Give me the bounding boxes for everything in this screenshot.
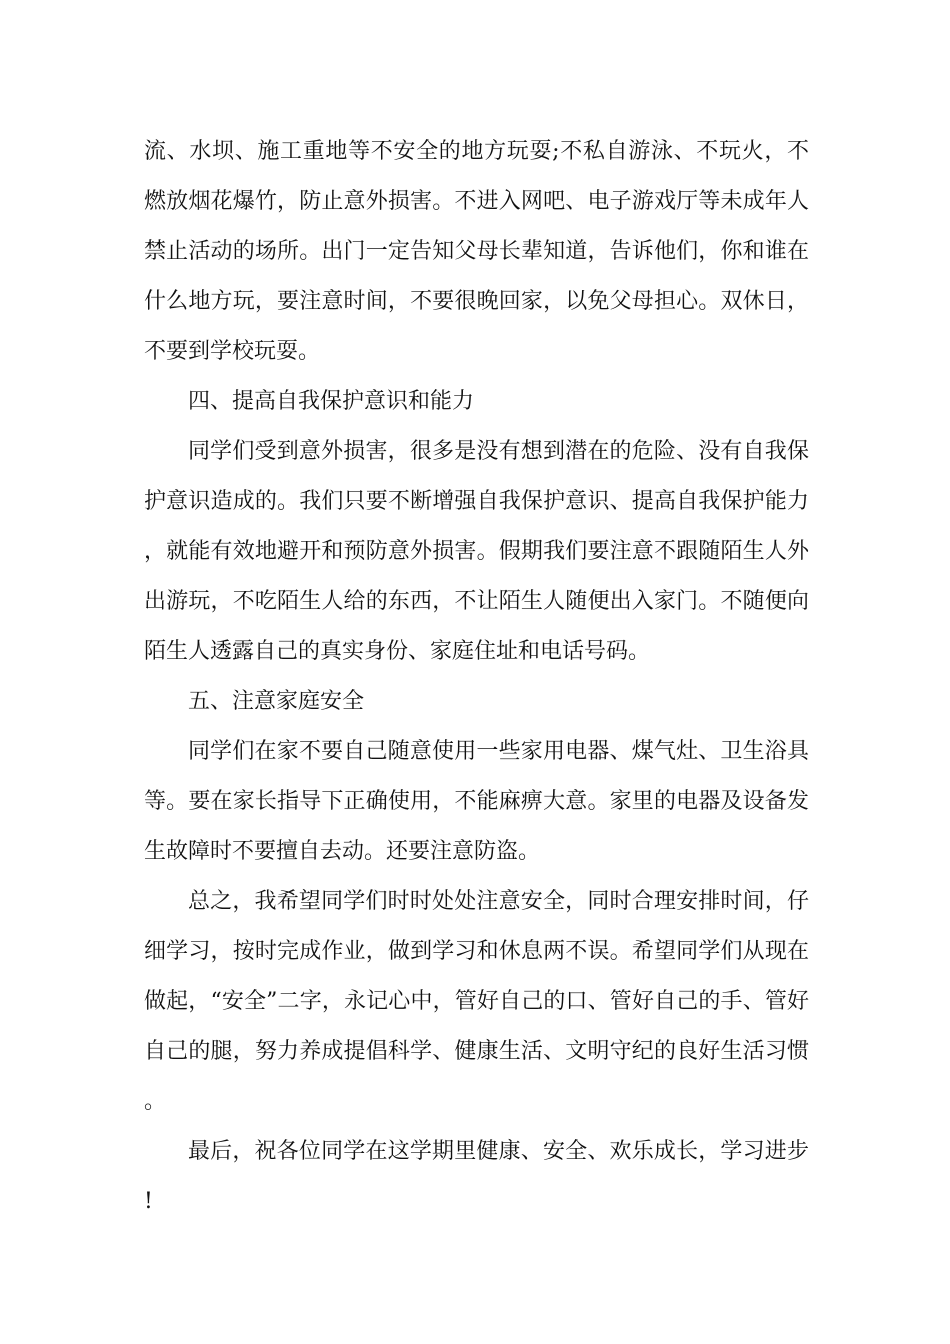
paragraph-home-safety: 同学们在家不要自己随意使用一些家用电器、煤气灶、卫生浴具等。要在家长指导下正确使用，不能麻痹大意。家里的电器及设备发生故障时不要擅自去动。还要注意防盗。 bbox=[144, 739, 809, 864]
paragraph-summary: 总之，我希望同学们时时处处注意安全，同时合理安排时间，仔细学习，按时完成作业，做到学习和休息两不误。希望同学们从现在做起，“安全”二字，永记心中，管好自己的口、管好自己的手、管好自己的腿，努力养成提倡科学、健康生活、文明守纪的良好生活习惯。 bbox=[144, 889, 809, 1114]
paragraph-continuation: 流、水坝、施工重地等不安全的地方玩耍;不私自游泳、不玩火，不燃放烟花爆竹，防止意外损害。不进入网吧、电子游戏厅等未成年人禁止活动的场所。出门一定告知父母长辈知道，告诉他们，你和谁在什么地方玩，要注意时间，不要很晚回家，以免父母担心。双休日，不要到学校玩耍。 bbox=[144, 139, 809, 364]
paragraph-closing: 最后，祝各位同学在这学期里健康、安全、欢乐成长，学习进步! bbox=[144, 1139, 809, 1214]
paragraph-self-protection: 同学们受到意外损害，很多是没有想到潜在的危险、没有自我保护意识造成的。我们只要不断增强自我保护意识、提高自我保护能力，就能有效地避开和预防意外损害。假期我们要注意不跟随陌生人外出游玩，不吃陌生人给的东西，不让陌生人随便出入家门。不随便向陌生人透露自己的真实身份、家庭住址和电话号码。 bbox=[144, 439, 809, 664]
section-heading-home-safety: 五、注意家庭安全 bbox=[188, 689, 365, 714]
section-heading-self-protection: 四、提高自我保护意识和能力 bbox=[188, 389, 475, 414]
document-body bbox=[144, 127, 809, 1227]
